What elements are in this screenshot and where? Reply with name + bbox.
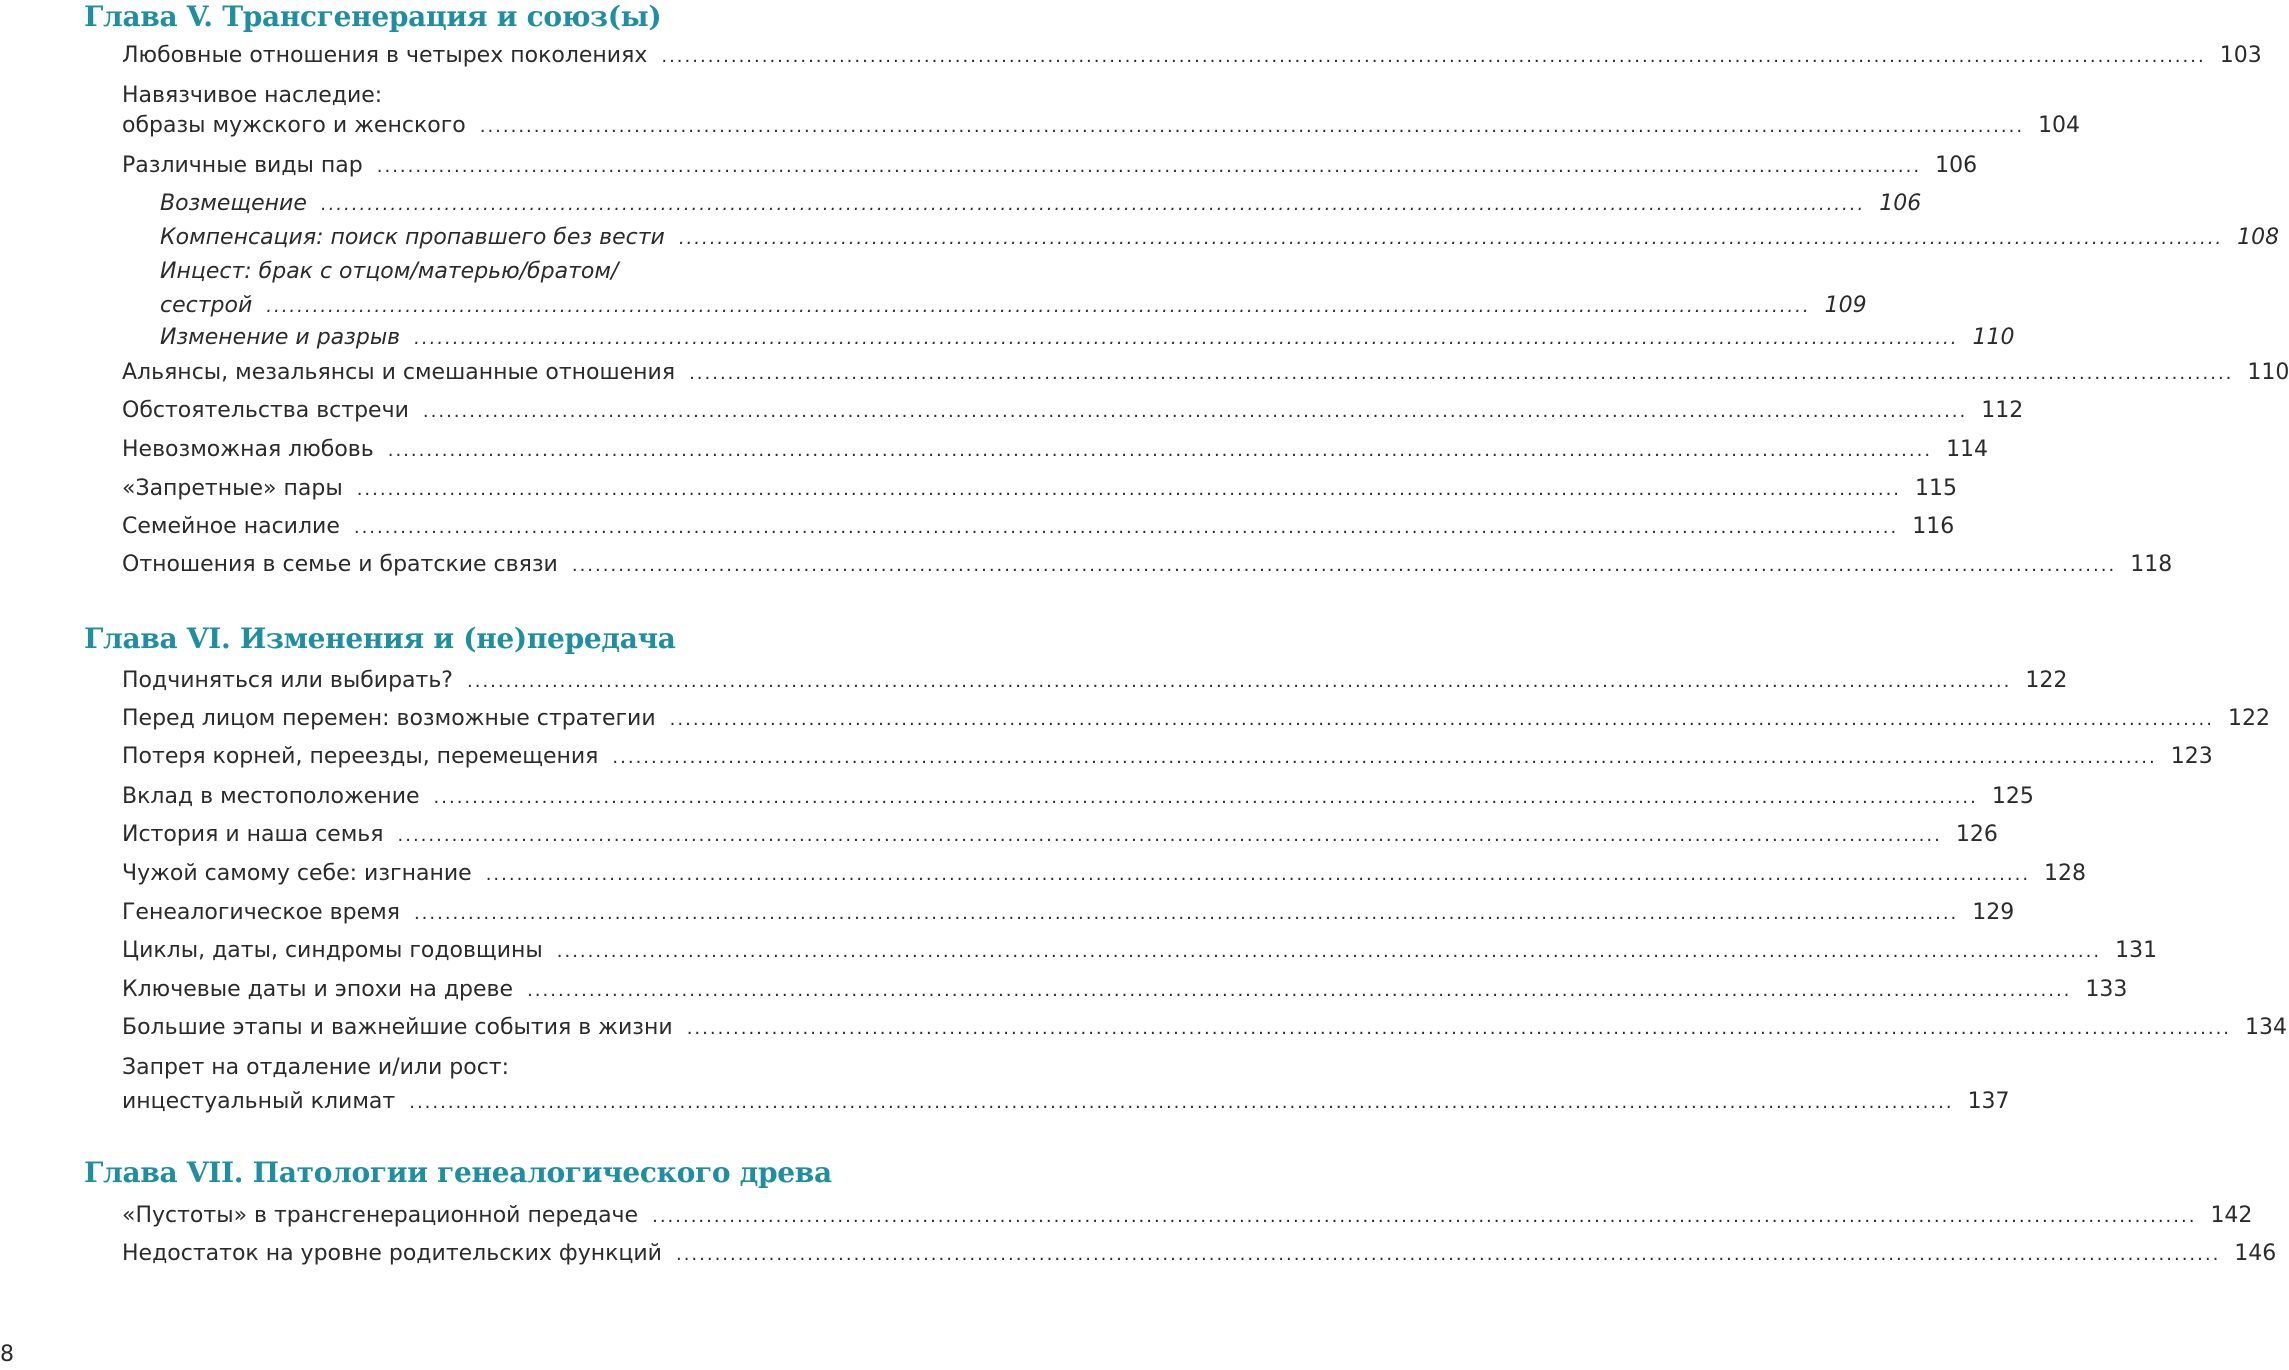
toc-entry — [122, 550, 2173, 581]
dot-leader: ........................................................................................................................................................................................................ — [353, 517, 1899, 538]
dot-leader: ........................................................................................................................................................................................................ — [397, 825, 1942, 846]
dot-leader: ........................................................................................................................................................................................................ — [675, 1244, 2221, 1265]
entry-page: 122 — [2228, 706, 2270, 731]
dot-leader: ........................................................................................................................................................................................................ — [413, 903, 1959, 924]
dot-leader: ........................................................................................................................................................................................................ — [556, 941, 2102, 962]
chapter-heading: Глава VII. Патологии генеалогического древа — [84, 1156, 832, 1189]
entry-title: Любовные отношения в четырех поколениях — [122, 43, 648, 68]
dot-leader: ........................................................................................................................................................................................................ — [485, 864, 2031, 885]
entry-title: Отношения в семье и братские связи — [122, 552, 558, 577]
entry-page: 122 — [2025, 668, 2068, 693]
entry-page: 106 — [1935, 153, 1978, 178]
chapter-heading: Глава VI. Изменения и (не)передача — [84, 622, 676, 655]
entry-title: образы мужского и женского — [122, 113, 466, 138]
entry-page: 133 — [2085, 977, 2128, 1002]
entry-title: Семейное насилие — [122, 514, 340, 539]
toc-entry — [122, 512, 1955, 543]
entry-title: Недостаток на уровне родительских функций — [122, 1241, 662, 1266]
entry-title: Генеалогическое время — [122, 900, 400, 925]
toc-entry — [122, 936, 2158, 967]
toc-entry — [122, 396, 2024, 427]
toc-subentry — [160, 189, 1922, 220]
entry-page: 146 — [2234, 1241, 2277, 1266]
entry-page: 123 — [2170, 744, 2213, 769]
toc-entry — [122, 975, 2128, 1006]
entry-title: Циклы, даты, синдромы годовщины — [122, 938, 543, 963]
toc-subentry — [160, 223, 2280, 254]
toc-entry — [122, 81, 2081, 142]
entry-title: Чужой самому себе: изгнание — [122, 861, 472, 886]
entry-page: 103 — [2219, 43, 2262, 68]
dot-leader: ........................................................................................................................................................................................................ — [266, 296, 1811, 317]
toc-entry — [122, 435, 1989, 466]
toc-entry — [122, 704, 2270, 735]
entry-title: «Запретные» пары — [122, 476, 343, 501]
entry-title: Компенсация: поиск пропавшего без вести — [160, 225, 665, 250]
entry-page: 137 — [1967, 1089, 2010, 1114]
dot-leader: ........................................................................................................................................................................................................ — [409, 1092, 1954, 1113]
dot-leader: ........................................................................................................................................................................................................ — [479, 116, 2025, 137]
entry-title: инцестуальный климат — [122, 1089, 396, 1114]
entry-page: 112 — [1981, 398, 2024, 423]
entry-title: «Пустоты» в трансгенерационной передаче — [122, 1203, 639, 1228]
entry-title-line1: Запрет на отдаление и/или рост: — [122, 1055, 510, 1080]
entry-page: 128 — [2044, 861, 2087, 886]
dot-leader: ........................................................................................................................................................................................................ — [467, 671, 2012, 692]
toc-entry — [122, 742, 2213, 773]
dot-leader: ........................................................................................................................................................................................................ — [422, 401, 1968, 422]
entry-title: Большие этапы и важнейшие события в жизни — [122, 1015, 673, 1040]
toc-entry — [122, 898, 2015, 929]
entry-page: 104 — [2038, 113, 2081, 138]
toc-entry — [122, 1053, 2010, 1118]
dot-leader: ........................................................................................................................................................................................................ — [652, 1206, 2197, 1227]
dot-leader: ........................................................................................................................................................................................................ — [678, 228, 2224, 249]
entry-page: 142 — [2210, 1203, 2253, 1228]
entry-title: Невозможная любовь — [122, 437, 374, 462]
toc-subentry — [160, 323, 2015, 354]
dot-leader: ........................................................................................................................................................................................................ — [661, 46, 2206, 67]
toc-entry — [122, 358, 2289, 389]
entry-title: Подчиняться или выбирать? — [122, 668, 453, 693]
chapter-heading: Глава V. Трансгенерация и союз(ы) — [84, 0, 662, 33]
dot-leader: ........................................................................................................................................................................................................ — [414, 328, 1959, 349]
entry-page: 108 — [2237, 225, 2280, 250]
dot-leader: ........................................................................................................................................................................................................ — [686, 1018, 2232, 1039]
dot-leader: ........................................................................................................................................................................................................ — [320, 194, 1866, 215]
entry-page: 118 — [2130, 552, 2173, 577]
dot-leader: ........................................................................................................................................................................................................ — [669, 709, 2214, 730]
entry-page: 134 — [2245, 1015, 2288, 1040]
entry-page: 131 — [2115, 938, 2158, 963]
toc-entry — [122, 1239, 2277, 1270]
dot-leader: ........................................................................................................................................................................................................ — [387, 440, 1933, 461]
entry-title-line1: Инцест: брак с отцом/матерью/братом/ — [160, 259, 619, 284]
entry-page: 125 — [1991, 784, 2034, 809]
entry-page: 129 — [1972, 900, 2015, 925]
dot-leader: ........................................................................................................................................................................................................ — [527, 980, 2072, 1001]
toc-entry — [122, 820, 1998, 851]
dot-leader: ........................................................................................................................................................................................................ — [689, 363, 2234, 384]
entry-title-line1: Навязчивое наследие: — [122, 83, 383, 108]
page-number: 8 — [0, 1342, 14, 1367]
entry-title: История и наша семья — [122, 822, 384, 847]
entry-title: Альянсы, мезальянсы и смешанные отношения — [122, 360, 676, 385]
entry-title: Возмещение — [160, 191, 307, 216]
entry-page: 115 — [1915, 476, 1958, 501]
entry-page: 114 — [1946, 437, 1989, 462]
entry-title: Перед лицом перемен: возможные стратегии — [122, 706, 656, 731]
toc-entry — [122, 151, 1978, 182]
entry-page: 106 — [1879, 191, 1922, 216]
toc-entry — [122, 474, 1958, 505]
entry-title: Ключевые даты и эпохи на древе — [122, 977, 514, 1002]
entry-title: Вклад в местоположение — [122, 784, 420, 809]
toc-entry — [122, 782, 2034, 813]
entry-page: 116 — [1912, 514, 1955, 539]
toc-subentry — [160, 257, 1867, 322]
entry-title: Обстоятельства встречи — [122, 398, 409, 423]
dot-leader: ........................................................................................................................................................................................................ — [433, 787, 1978, 808]
entry-title: Изменение и разрыв — [160, 325, 401, 350]
entry-page: 110 — [1972, 325, 2015, 350]
entry-title: Различные виды пар — [122, 153, 363, 178]
entry-page: 110 — [2247, 360, 2289, 385]
toc-entry — [122, 41, 2262, 72]
dot-leader: ........................................................................................................................................................................................................ — [356, 479, 1902, 500]
entry-page: 109 — [1824, 293, 1867, 318]
dot-leader: ........................................................................................................................................................................................................ — [612, 747, 2157, 768]
toc-entry — [122, 666, 2068, 697]
dot-leader: ........................................................................................................................................................................................................ — [376, 156, 1922, 177]
toc-entry — [122, 1201, 2253, 1232]
dot-leader: ........................................................................................................................................................................................................ — [571, 555, 2117, 576]
toc-entry — [122, 859, 2087, 890]
entry-title: Потеря корней, переезды, перемещения — [122, 744, 599, 769]
toc-entry — [122, 1013, 2288, 1044]
entry-title: сестрой — [160, 293, 253, 318]
entry-page: 126 — [1955, 822, 1998, 847]
